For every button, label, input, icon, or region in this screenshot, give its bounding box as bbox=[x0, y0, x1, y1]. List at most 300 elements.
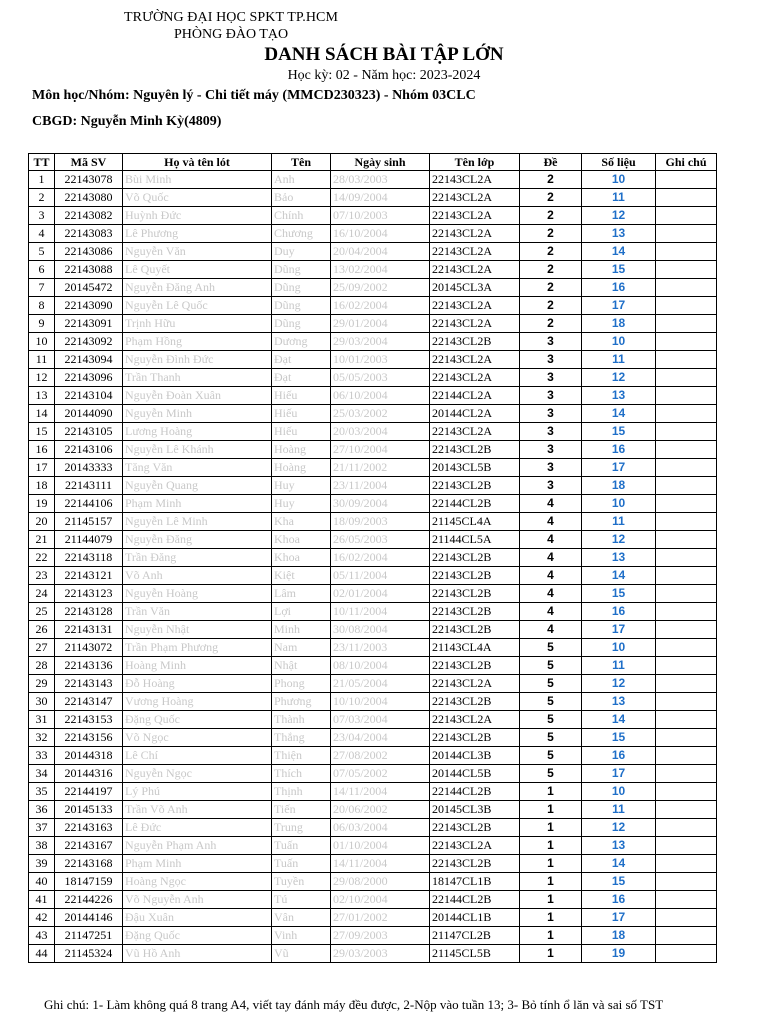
cell-ghi-chu bbox=[656, 639, 717, 657]
cell-ngay-sinh: 26/05/2003 bbox=[331, 531, 430, 549]
table-row bbox=[29, 189, 717, 207]
table-row bbox=[29, 225, 717, 243]
cell-ten: Thành bbox=[272, 711, 331, 729]
cell-ngay-sinh: 10/10/2004 bbox=[331, 693, 430, 711]
cell-ngay-sinh: 08/10/2004 bbox=[331, 657, 430, 675]
table-row bbox=[29, 603, 717, 621]
cell-ten: Dương bbox=[272, 333, 331, 351]
cell-ten-lop: 20145CL3B bbox=[430, 801, 520, 819]
cell-ten: Bảo bbox=[272, 189, 331, 207]
cell-ngay-sinh: 07/10/2003 bbox=[331, 207, 430, 225]
cell-tt: 2 bbox=[29, 189, 55, 207]
cell-ten-lop: 21145CL5B bbox=[430, 945, 520, 963]
cell-so-lieu: 11 bbox=[582, 189, 656, 207]
cell-ngay-sinh: 14/11/2004 bbox=[331, 783, 430, 801]
cell-ngay-sinh: 27/09/2003 bbox=[331, 927, 430, 945]
cell-ten-lop: 21143CL4A bbox=[430, 639, 520, 657]
term-info: Học kỳ: 02 - Năm học: 2023-2024 bbox=[287, 68, 481, 83]
cell-ngay-sinh: 27/10/2004 bbox=[331, 441, 430, 459]
cell-ma-sv: 20144146 bbox=[55, 909, 123, 927]
cell-ten: Khoa bbox=[272, 549, 331, 567]
cell-so-lieu: 13 bbox=[582, 387, 656, 405]
cell-ten-lop: 22143CL2A bbox=[430, 315, 520, 333]
cell-tt: 40 bbox=[29, 873, 55, 891]
cell-tt: 17 bbox=[29, 459, 55, 477]
cell-ghi-chu bbox=[656, 765, 717, 783]
cell-so-lieu: 18 bbox=[582, 477, 656, 495]
cell-ma-sv: 22143121 bbox=[55, 567, 123, 585]
cell-ten: Lâm bbox=[272, 585, 331, 603]
cell-so-lieu: 10 bbox=[582, 495, 656, 513]
cell-ten-lop: 22143CL2A bbox=[430, 189, 520, 207]
col-header-ten-lop: Tên lớp bbox=[430, 154, 520, 171]
cell-ho-ten-lot: Nguyễn Lê Khánh bbox=[123, 441, 272, 459]
school-name: TRƯỜNG ĐẠI HỌC SPKT TP.HCM bbox=[124, 10, 339, 25]
cell-tt: 21 bbox=[29, 531, 55, 549]
cell-ghi-chu bbox=[656, 909, 717, 927]
cell-so-lieu: 18 bbox=[582, 927, 656, 945]
cell-ten: Huy bbox=[272, 477, 331, 495]
cell-ho-ten-lot: Đặng Quốc bbox=[123, 927, 272, 945]
cell-ghi-chu bbox=[656, 513, 717, 531]
cell-ma-sv: 22143136 bbox=[55, 657, 123, 675]
cell-so-lieu: 14 bbox=[582, 855, 656, 873]
cell-ho-ten-lot: Trần Thanh bbox=[123, 369, 272, 387]
cell-so-lieu: 17 bbox=[582, 459, 656, 477]
cell-so-lieu: 16 bbox=[582, 603, 656, 621]
cell-tt: 8 bbox=[29, 297, 55, 315]
cell-ma-sv: 21145324 bbox=[55, 945, 123, 963]
cell-ngay-sinh: 27/08/2002 bbox=[331, 747, 430, 765]
cell-ten-lop: 18147CL1B bbox=[430, 873, 520, 891]
cell-ten-lop: 22143CL2A bbox=[430, 225, 520, 243]
cell-ten: Kha bbox=[272, 513, 331, 531]
cell-ten-lop: 22143CL2A bbox=[430, 171, 520, 189]
cell-ghi-chu bbox=[656, 603, 717, 621]
col-header-ghi-chu: Ghi chú bbox=[656, 154, 717, 171]
cell-ghi-chu bbox=[656, 855, 717, 873]
table-row bbox=[29, 531, 717, 549]
cell-ma-sv: 22143153 bbox=[55, 711, 123, 729]
cell-ten: Hoàng bbox=[272, 459, 331, 477]
cell-ho-ten-lot: Bùi Minh bbox=[123, 171, 272, 189]
cell-ten: Tuyền bbox=[272, 873, 331, 891]
cell-so-lieu: 10 bbox=[582, 639, 656, 657]
cell-ho-ten-lot: Trần Văn bbox=[123, 603, 272, 621]
cell-ngay-sinh: 06/10/2004 bbox=[331, 387, 430, 405]
cell-ngay-sinh: 30/08/2004 bbox=[331, 621, 430, 639]
cell-de: 3 bbox=[520, 405, 582, 423]
cell-ghi-chu bbox=[656, 189, 717, 207]
cell-so-lieu: 15 bbox=[582, 585, 656, 603]
cell-so-lieu: 11 bbox=[582, 657, 656, 675]
cell-de: 4 bbox=[520, 567, 582, 585]
cell-so-lieu: 16 bbox=[582, 441, 656, 459]
cell-tt: 9 bbox=[29, 315, 55, 333]
cell-ho-ten-lot: Nguyễn Nhật bbox=[123, 621, 272, 639]
cell-ten-lop: 22143CL2A bbox=[430, 261, 520, 279]
cell-ten-lop: 22143CL2B bbox=[430, 729, 520, 747]
cell-ho-ten-lot: Lê Đức bbox=[123, 819, 272, 837]
cell-so-lieu: 14 bbox=[582, 405, 656, 423]
cell-ho-ten-lot: Lê Chí bbox=[123, 747, 272, 765]
cell-ngay-sinh: 25/09/2002 bbox=[331, 279, 430, 297]
table-row bbox=[29, 441, 717, 459]
table-row bbox=[29, 855, 717, 873]
cell-ma-sv: 22143168 bbox=[55, 855, 123, 873]
cell-de: 5 bbox=[520, 765, 582, 783]
cell-ten-lop: 20143CL5B bbox=[430, 459, 520, 477]
cell-ngay-sinh: 23/11/2003 bbox=[331, 639, 430, 657]
cell-ten: Minh bbox=[272, 621, 331, 639]
cell-tt: 13 bbox=[29, 387, 55, 405]
cell-ho-ten-lot: Nguyễn Văn bbox=[123, 243, 272, 261]
cell-ten-lop: 22143CL2B bbox=[430, 441, 520, 459]
cell-ghi-chu bbox=[656, 873, 717, 891]
cell-ghi-chu bbox=[656, 261, 717, 279]
cell-ho-ten-lot: Tăng Văn bbox=[123, 459, 272, 477]
cell-ten: Phương bbox=[272, 693, 331, 711]
cell-ngay-sinh: 16/02/2004 bbox=[331, 297, 430, 315]
cell-ghi-chu bbox=[656, 369, 717, 387]
table-row bbox=[29, 657, 717, 675]
document-title: DANH SÁCH BÀI TẬP LỚN bbox=[264, 44, 504, 65]
department-name: PHÒNG ĐÀO TẠO bbox=[174, 27, 289, 42]
cell-so-lieu: 14 bbox=[582, 567, 656, 585]
cell-de: 3 bbox=[520, 333, 582, 351]
cell-ghi-chu bbox=[656, 207, 717, 225]
cell-de: 5 bbox=[520, 729, 582, 747]
cell-ma-sv: 22143083 bbox=[55, 225, 123, 243]
cell-ma-sv: 22143147 bbox=[55, 693, 123, 711]
cell-ten: Nhật bbox=[272, 657, 331, 675]
cell-ghi-chu bbox=[656, 351, 717, 369]
cell-ho-ten-lot: Nguyễn Đình Đức bbox=[123, 351, 272, 369]
cell-ten-lop: 21145CL4A bbox=[430, 513, 520, 531]
cell-tt: 11 bbox=[29, 351, 55, 369]
col-header-so-lieu: Số liệu bbox=[582, 154, 656, 171]
cell-ten: Chính bbox=[272, 207, 331, 225]
cell-tt: 20 bbox=[29, 513, 55, 531]
cell-so-lieu: 11 bbox=[582, 351, 656, 369]
cell-so-lieu: 15 bbox=[582, 423, 656, 441]
cell-de: 2 bbox=[520, 189, 582, 207]
table-row bbox=[29, 945, 717, 963]
cell-ten-lop: 20145CL3A bbox=[430, 279, 520, 297]
cell-ten-lop: 22143CL2B bbox=[430, 855, 520, 873]
cell-tt: 28 bbox=[29, 657, 55, 675]
cell-ma-sv: 22143123 bbox=[55, 585, 123, 603]
cell-ghi-chu bbox=[656, 567, 717, 585]
table-row bbox=[29, 585, 717, 603]
cell-de: 1 bbox=[520, 909, 582, 927]
cell-ten-lop: 22143CL2A bbox=[430, 243, 520, 261]
cell-ngay-sinh: 21/05/2004 bbox=[331, 675, 430, 693]
cell-ten-lop: 20144CL3B bbox=[430, 747, 520, 765]
cell-tt: 44 bbox=[29, 945, 55, 963]
cell-ho-ten-lot: Đỗ Hoàng bbox=[123, 675, 272, 693]
cell-ngay-sinh: 06/03/2004 bbox=[331, 819, 430, 837]
cell-ten: Lợi bbox=[272, 603, 331, 621]
table-row bbox=[29, 333, 717, 351]
cell-ghi-chu bbox=[656, 405, 717, 423]
cell-ngay-sinh: 21/11/2002 bbox=[331, 459, 430, 477]
cell-ghi-chu bbox=[656, 243, 717, 261]
cell-ma-sv: 22143080 bbox=[55, 189, 123, 207]
cell-ho-ten-lot: Phạm Minh bbox=[123, 855, 272, 873]
cell-ten: Anh bbox=[272, 171, 331, 189]
cell-ten: Thịnh bbox=[272, 783, 331, 801]
cell-ma-sv: 22143131 bbox=[55, 621, 123, 639]
cell-ngay-sinh: 20/03/2004 bbox=[331, 423, 430, 441]
cell-ngay-sinh: 13/02/2004 bbox=[331, 261, 430, 279]
cell-de: 4 bbox=[520, 549, 582, 567]
cell-so-lieu: 12 bbox=[582, 819, 656, 837]
cell-de: 2 bbox=[520, 225, 582, 243]
cell-ten: Đạt bbox=[272, 351, 331, 369]
cell-so-lieu: 13 bbox=[582, 837, 656, 855]
cell-ten-lop: 22144CL2A bbox=[430, 387, 520, 405]
cell-so-lieu: 12 bbox=[582, 675, 656, 693]
table-row bbox=[29, 909, 717, 927]
cell-so-lieu: 16 bbox=[582, 279, 656, 297]
cell-so-lieu: 18 bbox=[582, 315, 656, 333]
cell-ho-ten-lot: Nguyễn Đoàn Xuân bbox=[123, 387, 272, 405]
cell-ngay-sinh: 14/09/2004 bbox=[331, 189, 430, 207]
cell-so-lieu: 12 bbox=[582, 207, 656, 225]
table-row bbox=[29, 315, 717, 333]
cell-ma-sv: 22144106 bbox=[55, 495, 123, 513]
cell-ten-lop: 22143CL2A bbox=[430, 297, 520, 315]
cell-ten-lop: 20144CL2A bbox=[430, 405, 520, 423]
table-row bbox=[29, 495, 717, 513]
cell-ten: Hoàng bbox=[272, 441, 331, 459]
cell-ghi-chu bbox=[656, 423, 717, 441]
cell-ten: Tuấn bbox=[272, 837, 331, 855]
cell-so-lieu: 13 bbox=[582, 225, 656, 243]
table-row bbox=[29, 711, 717, 729]
cell-ma-sv: 18147159 bbox=[55, 873, 123, 891]
cell-so-lieu: 15 bbox=[582, 261, 656, 279]
cell-ho-ten-lot: Trần Phạm Phương bbox=[123, 639, 272, 657]
table-row bbox=[29, 639, 717, 657]
cell-ghi-chu bbox=[656, 441, 717, 459]
cell-ho-ten-lot: Trần Đăng bbox=[123, 549, 272, 567]
cell-ho-ten-lot: Võ Quốc bbox=[123, 189, 272, 207]
cell-ma-sv: 21147251 bbox=[55, 927, 123, 945]
cell-ghi-chu bbox=[656, 927, 717, 945]
col-header-ho-ten-lot: Họ và tên lót bbox=[123, 154, 272, 171]
cell-ma-sv: 22143094 bbox=[55, 351, 123, 369]
table-row bbox=[29, 747, 717, 765]
cell-ho-ten-lot: Võ Anh bbox=[123, 567, 272, 585]
cell-ten: Nam bbox=[272, 639, 331, 657]
cell-tt: 16 bbox=[29, 441, 55, 459]
cell-so-lieu: 10 bbox=[582, 783, 656, 801]
cell-ho-ten-lot: Nguyễn Lê Minh bbox=[123, 513, 272, 531]
cell-ngay-sinh: 18/09/2003 bbox=[331, 513, 430, 531]
cell-ma-sv: 20145133 bbox=[55, 801, 123, 819]
cell-ten-lop: 20144CL1B bbox=[430, 909, 520, 927]
cell-ma-sv: 22143105 bbox=[55, 423, 123, 441]
cell-ngay-sinh: 10/01/2003 bbox=[331, 351, 430, 369]
cell-ma-sv: 21144079 bbox=[55, 531, 123, 549]
footer-note: Ghi chú: 1- Làm không quá 8 trang A4, viết tay đánh máy đều được, 2-Nộp vào tuần 13; 3- Bỏ tính ổ lăn và sai số TST bbox=[44, 997, 664, 1012]
cell-tt: 6 bbox=[29, 261, 55, 279]
col-header-tt: TT bbox=[29, 154, 55, 171]
cell-ngay-sinh: 16/10/2004 bbox=[331, 225, 430, 243]
cell-ma-sv: 22143163 bbox=[55, 819, 123, 837]
table-row bbox=[29, 351, 717, 369]
cell-de: 5 bbox=[520, 657, 582, 675]
cell-de: 1 bbox=[520, 873, 582, 891]
cell-ten: Thiện bbox=[272, 747, 331, 765]
cell-so-lieu: 10 bbox=[582, 333, 656, 351]
table-row bbox=[29, 693, 717, 711]
cell-ten: Vinh bbox=[272, 927, 331, 945]
table-row bbox=[29, 729, 717, 747]
cell-de: 1 bbox=[520, 855, 582, 873]
cell-ten: Dũng bbox=[272, 261, 331, 279]
cell-ho-ten-lot: Trần Võ Anh bbox=[123, 801, 272, 819]
cell-tt: 36 bbox=[29, 801, 55, 819]
cell-ten-lop: 22143CL2A bbox=[430, 837, 520, 855]
table-row bbox=[29, 873, 717, 891]
cell-ghi-chu bbox=[656, 333, 717, 351]
cell-tt: 35 bbox=[29, 783, 55, 801]
cell-ma-sv: 22143091 bbox=[55, 315, 123, 333]
cell-ten-lop: 22143CL2A bbox=[430, 423, 520, 441]
cell-ho-ten-lot: Nguyễn Hoàng bbox=[123, 585, 272, 603]
cell-ten-lop: 22143CL2B bbox=[430, 621, 520, 639]
cell-tt: 34 bbox=[29, 765, 55, 783]
cell-ghi-chu bbox=[656, 801, 717, 819]
cell-ma-sv: 22143104 bbox=[55, 387, 123, 405]
cell-ghi-chu bbox=[656, 657, 717, 675]
cell-ghi-chu bbox=[656, 459, 717, 477]
cell-de: 3 bbox=[520, 477, 582, 495]
cell-ngay-sinh: 23/11/2004 bbox=[331, 477, 430, 495]
cell-ten-lop: 22143CL2B bbox=[430, 549, 520, 567]
cell-ho-ten-lot: Nguyễn Quang bbox=[123, 477, 272, 495]
cell-ngay-sinh: 30/09/2004 bbox=[331, 495, 430, 513]
cell-ghi-chu bbox=[656, 837, 717, 855]
table-row bbox=[29, 819, 717, 837]
cell-de: 4 bbox=[520, 513, 582, 531]
lecturer-info: CBGD: Nguyễn Minh Kỳ(4809) bbox=[32, 114, 222, 129]
cell-so-lieu: 16 bbox=[582, 747, 656, 765]
cell-ten-lop: 21147CL2B bbox=[430, 927, 520, 945]
cell-tt: 5 bbox=[29, 243, 55, 261]
cell-ghi-chu bbox=[656, 891, 717, 909]
cell-ghi-chu bbox=[656, 549, 717, 567]
cell-ten: Dũng bbox=[272, 297, 331, 315]
col-header-de: Đề bbox=[520, 154, 582, 171]
table-row bbox=[29, 801, 717, 819]
cell-tt: 12 bbox=[29, 369, 55, 387]
cell-so-lieu: 10 bbox=[582, 171, 656, 189]
cell-tt: 33 bbox=[29, 747, 55, 765]
cell-ngay-sinh: 05/11/2004 bbox=[331, 567, 430, 585]
cell-ghi-chu bbox=[656, 531, 717, 549]
cell-ten: Dũng bbox=[272, 279, 331, 297]
cell-ngay-sinh: 28/03/2003 bbox=[331, 171, 430, 189]
cell-de: 1 bbox=[520, 891, 582, 909]
cell-tt: 4 bbox=[29, 225, 55, 243]
cell-ten-lop: 22143CL2B bbox=[430, 585, 520, 603]
cell-ten: Hiếu bbox=[272, 423, 331, 441]
cell-so-lieu: 14 bbox=[582, 711, 656, 729]
cell-ho-ten-lot: Hoàng Ngọc bbox=[123, 873, 272, 891]
cell-de: 3 bbox=[520, 441, 582, 459]
cell-ho-ten-lot: Phạm Hồng bbox=[123, 333, 272, 351]
cell-de: 2 bbox=[520, 171, 582, 189]
cell-de: 1 bbox=[520, 945, 582, 963]
cell-ngay-sinh: 23/04/2004 bbox=[331, 729, 430, 747]
cell-de: 1 bbox=[520, 837, 582, 855]
cell-de: 2 bbox=[520, 297, 582, 315]
cell-tt: 37 bbox=[29, 819, 55, 837]
cell-ho-ten-lot: Nguyễn Lê Quốc bbox=[123, 297, 272, 315]
cell-ma-sv: 22143078 bbox=[55, 171, 123, 189]
table-row bbox=[29, 171, 717, 189]
table-row bbox=[29, 765, 717, 783]
table-row bbox=[29, 279, 717, 297]
cell-de: 4 bbox=[520, 621, 582, 639]
cell-ma-sv: 21143072 bbox=[55, 639, 123, 657]
col-header-ten: Tên bbox=[272, 154, 331, 171]
cell-ten-lop: 20144CL5B bbox=[430, 765, 520, 783]
cell-ghi-chu bbox=[656, 747, 717, 765]
cell-ghi-chu bbox=[656, 783, 717, 801]
cell-tt: 29 bbox=[29, 675, 55, 693]
cell-de: 1 bbox=[520, 783, 582, 801]
cell-ma-sv: 21145157 bbox=[55, 513, 123, 531]
cell-de: 3 bbox=[520, 387, 582, 405]
cell-ho-ten-lot: Nguyễn Phạm Anh bbox=[123, 837, 272, 855]
cell-ma-sv: 20144090 bbox=[55, 405, 123, 423]
cell-so-lieu: 12 bbox=[582, 369, 656, 387]
cell-ghi-chu bbox=[656, 729, 717, 747]
cell-ghi-chu bbox=[656, 621, 717, 639]
cell-tt: 25 bbox=[29, 603, 55, 621]
cell-tt: 1 bbox=[29, 171, 55, 189]
cell-so-lieu: 17 bbox=[582, 765, 656, 783]
cell-tt: 24 bbox=[29, 585, 55, 603]
cell-ten-lop: 22143CL2A bbox=[430, 369, 520, 387]
col-header-ma-sv: Mã SV bbox=[55, 154, 123, 171]
cell-ghi-chu bbox=[656, 477, 717, 495]
cell-ngay-sinh: 07/05/2002 bbox=[331, 765, 430, 783]
cell-ho-ten-lot: Nguyễn Ngọc bbox=[123, 765, 272, 783]
cell-so-lieu: 15 bbox=[582, 873, 656, 891]
table-row bbox=[29, 891, 717, 909]
cell-so-lieu: 15 bbox=[582, 729, 656, 747]
cell-tt: 22 bbox=[29, 549, 55, 567]
cell-ten: Phong bbox=[272, 675, 331, 693]
cell-ghi-chu bbox=[656, 675, 717, 693]
cell-ghi-chu bbox=[656, 693, 717, 711]
cell-ghi-chu bbox=[656, 495, 717, 513]
col-header-ngay-sinh: Ngày sinh bbox=[331, 154, 430, 171]
cell-ten-lop: 22143CL2B bbox=[430, 657, 520, 675]
cell-ma-sv: 22143086 bbox=[55, 243, 123, 261]
cell-ghi-chu bbox=[656, 297, 717, 315]
cell-ma-sv: 22143118 bbox=[55, 549, 123, 567]
cell-ten-lop: 22144CL2B bbox=[430, 783, 520, 801]
table-row bbox=[29, 513, 717, 531]
cell-ma-sv: 22143082 bbox=[55, 207, 123, 225]
